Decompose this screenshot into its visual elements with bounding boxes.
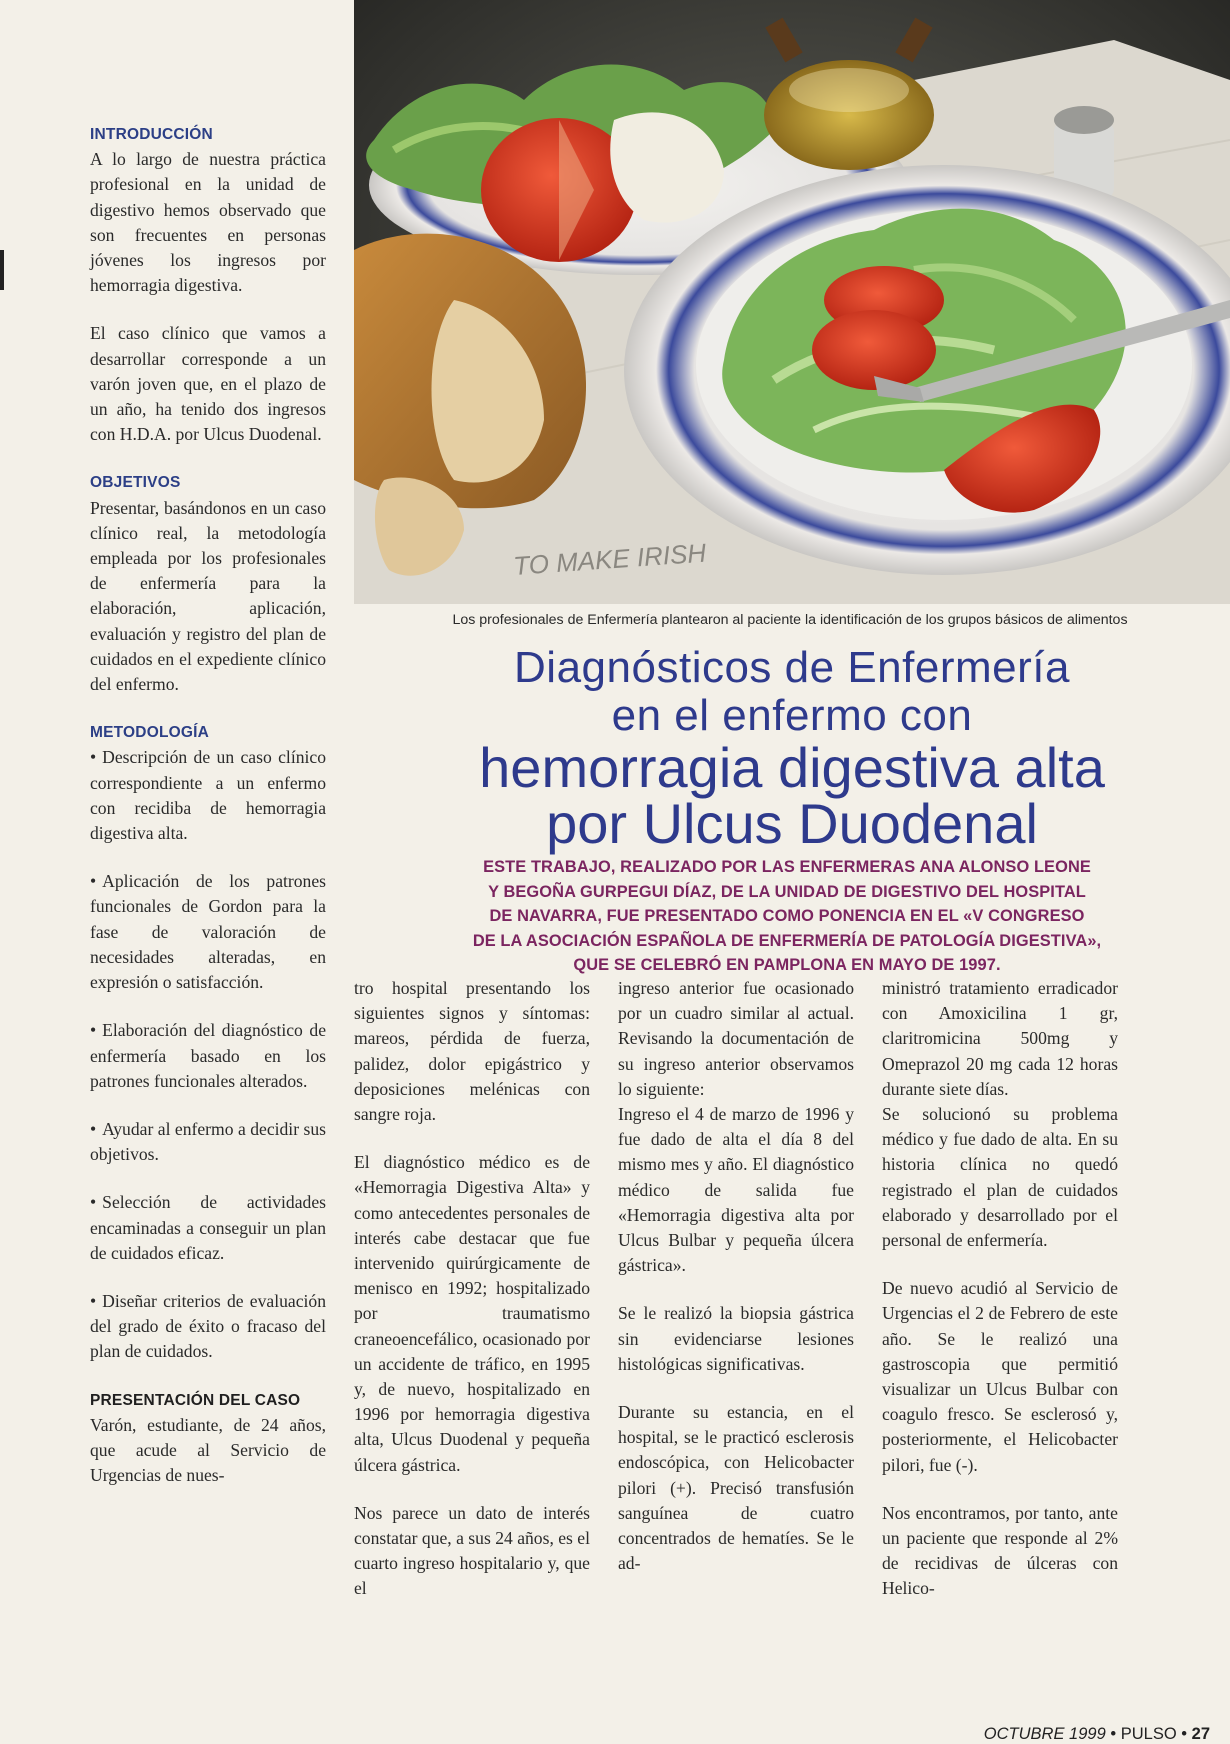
col4-paragraph-1b: Se solucionó su problema médico y fue dado de alta. En su historia clínica no quedó registrado el plan de cuidados elaborado y desarrollado por el personal de enfermería.: [882, 1104, 1118, 1251]
methodology-bullet: [90, 745, 326, 846]
left-column: [90, 122, 326, 1511]
body-column-4: [882, 976, 1118, 1625]
bullet-mark: •: [90, 747, 97, 768]
subtitle-line: DE LA ASOCIACIÓN ESPAÑOLA DE ENFERMERÍA DE PATOLOGÍA DIGESTIVA»,: [472, 931, 1102, 950]
bullet-mark: •: [90, 871, 97, 892]
footer-separator: •: [1181, 1725, 1188, 1743]
bullet-mark: •: [90, 1020, 97, 1041]
bullet-text: Diseñar criterios de evaluación del grado de éxito o fracaso del plan de cuidados.: [90, 1290, 326, 1362]
page-number: 27: [1191, 1725, 1210, 1743]
title-line-2: en el enfermo con: [611, 691, 973, 740]
case-paragraph: Varón, estudiante, de 24 años, que acude al Servicio de Urgencias de nues-: [90, 1414, 326, 1486]
methodology-bullet: [90, 1018, 326, 1094]
methodology-bullet: [90, 1190, 326, 1266]
col4-paragraph-3: Nos encontramos, por tanto, ante un paciente que responde al 2% de recidivas de úlceras con Helico-: [882, 1502, 1118, 1599]
bullet-mark: •: [90, 1290, 97, 1311]
bullet-mark: •: [90, 1192, 97, 1213]
subtitle-line: Y BEGOÑA GURPEGUI DÍAZ, DE LA UNIDAD DE DIGESTIVO DEL HOSPITAL: [488, 882, 1086, 901]
methodology-bullet: [90, 1117, 326, 1167]
methodology-bullet: [90, 869, 326, 995]
subtitle-line: QUE SE CELEBRÓ EN PAMPLONA EN MAYO DE 1997.: [573, 956, 1001, 975]
col2-paragraph-1: tro hospital presentando los siguientes signos y síntomas: mareos, pérdida de fuerza, palidez, dolor epigástrico y deposiciones melénicas con sangre roja.: [354, 978, 590, 1125]
col4-paragraph-1: ministró tratamiento erradicador con Amoxicilina 1 gr, claritromicina 500mg y Omeprazol 20 mg cada 12 horas durante siete días.: [882, 978, 1118, 1099]
article-title: [354, 640, 1230, 855]
col3-paragraph-1b: Ingreso el 4 de marzo de 1996 y fue dado de alta el día 8 del mismo mes y año. El diagnóstico médico de salida fue «Hemorragia digestiva alta por Ulcus Bulbar y pequeña úlcera gástrica».: [618, 1104, 854, 1276]
col3-paragraph-1: ingreso anterior fue ocasionado por un cuadro similar al actual. Revisando la documentación de su ingreso anterior observamos lo siguiente:: [618, 978, 854, 1099]
methodology-heading: METODOLOGÍA: [90, 724, 210, 742]
col4-paragraph-2: De nuevo acudió al Servicio de Urgencias el 2 de Febrero de este año. Se le realizó una gastroscopia que permitió visualizar un Ulcus Bulbar con coagulo fresco. Se esclerosó y, posteriormente, el Helicobacter pilori, fue (-).: [882, 1278, 1118, 1475]
bullet-mark: •: [90, 1118, 97, 1139]
binder-mark: [0, 250, 4, 290]
tablecloth-text: TO MAKE IRISH: [512, 537, 708, 581]
case-heading: PRESENTACIÓN DEL CASO: [90, 1391, 301, 1409]
bullet-text: Ayudar al enfermo a decidir sus objetivos.: [90, 1118, 326, 1165]
page-footer: [880, 1725, 1210, 1744]
article-subtitle: [382, 855, 1192, 978]
title-line-1: Diagnósticos de Enfermería: [514, 643, 1070, 692]
objectives-heading: OBJETIVOS: [90, 474, 181, 492]
bullet-text: Selección de actividades encaminadas a conseguir un plan de cuidados eficaz.: [90, 1192, 326, 1263]
salad-photo: [354, 0, 1230, 604]
body-column-2: [354, 976, 590, 1625]
subtitle-line: DE NAVARRA, FUE PRESENTADO COMO PONENCIA EN EL «V CONGRESO: [489, 907, 1085, 926]
col3-paragraph-3: Durante su estancia, en el hospital, se le practicó esclerosis endoscópica, con Helicobacter pilori (+). Precisó transfusión sanguínea de cuatro concentrados de hematíes. Se le ad-: [618, 1402, 854, 1574]
title-line-3: hemorragia digestiva alta: [479, 736, 1105, 799]
col2-paragraph-2: El diagnóstico médico es de «Hemorragia Digestiva Alta» y como antecedentes personales de interés cabe destacar que fue intervenido quirúrgicamente de menisco en 1992; hospitalizado por traumatismo craneoencefálico, ocasionado por un accidente de tráfico, en 1995 y, de nuevo, hospitalizado en 1996 por hemorragia digestiva alta, Ulcus Duodenal y pequeña úlcera gástrica.: [354, 1152, 590, 1475]
footer-date: OCTUBRE 1999: [983, 1725, 1106, 1743]
bullet-text: Descripción de un caso clínico correspondiente a un enfermo con recidiba de hemorragia digestiva alta.: [90, 747, 326, 844]
intro-paragraph-2: El caso clínico que vamos a desarrollar corresponde a un varón joven que, en el plazo de un año, ha tenido dos ingresos con H.D.A. por Ulcus Duodenal.: [90, 323, 326, 445]
col2-paragraph-3: Nos parece un dato de interés constatar que, a sus 24 años, es el cuarto ingreso hospitalario y, que el: [354, 1502, 590, 1599]
methodology-bullet: [90, 1289, 326, 1365]
objectives-paragraph: Presentar, basándonos en un caso clínico real, la metodología empleada por los profesionales de enfermería para la elaboración, aplicación, evaluación y registro del plan de cuidados en el expediente clínico del enfermo.: [90, 497, 326, 695]
bullet-text: Elaboración del diagnóstico de enfermería basado en los patrones funcionales alterados.: [90, 1020, 326, 1091]
bullet-text: Aplicación de los patrones funcionales de Gordon para la fase de valoración de necesidades alteradas, en expresión o satisfacción.: [90, 871, 326, 993]
footer-magazine: PULSO: [1120, 1725, 1177, 1743]
col3-paragraph-2: Se le realizó la biopsia gástrica sin evidenciarse lesiones histológicas significativas.: [618, 1303, 854, 1374]
photo-caption: Los profesionales de Enfermería plantearon al paciente la identificación de los grupos básicos de alimentos: [452, 612, 1128, 628]
body-column-3: [618, 976, 854, 1599]
footer-separator: •: [1110, 1725, 1117, 1743]
salad-illustration: [354, 0, 1230, 604]
title-line-4: por Ulcus Duodenal: [546, 792, 1038, 855]
intro-heading: INTRODUCCIÓN: [90, 126, 213, 143]
intro-paragraph-1: A lo largo de nuestra práctica profesional en la unidad de digestivo hemos observado que son frecuentes en personas jóvenes los ingresos por hemorragia digestiva.: [90, 149, 326, 296]
subtitle-line: ESTE TRABAJO, REALIZADO POR LAS ENFERMERAS ANA ALONSO LEONE: [483, 858, 1091, 876]
